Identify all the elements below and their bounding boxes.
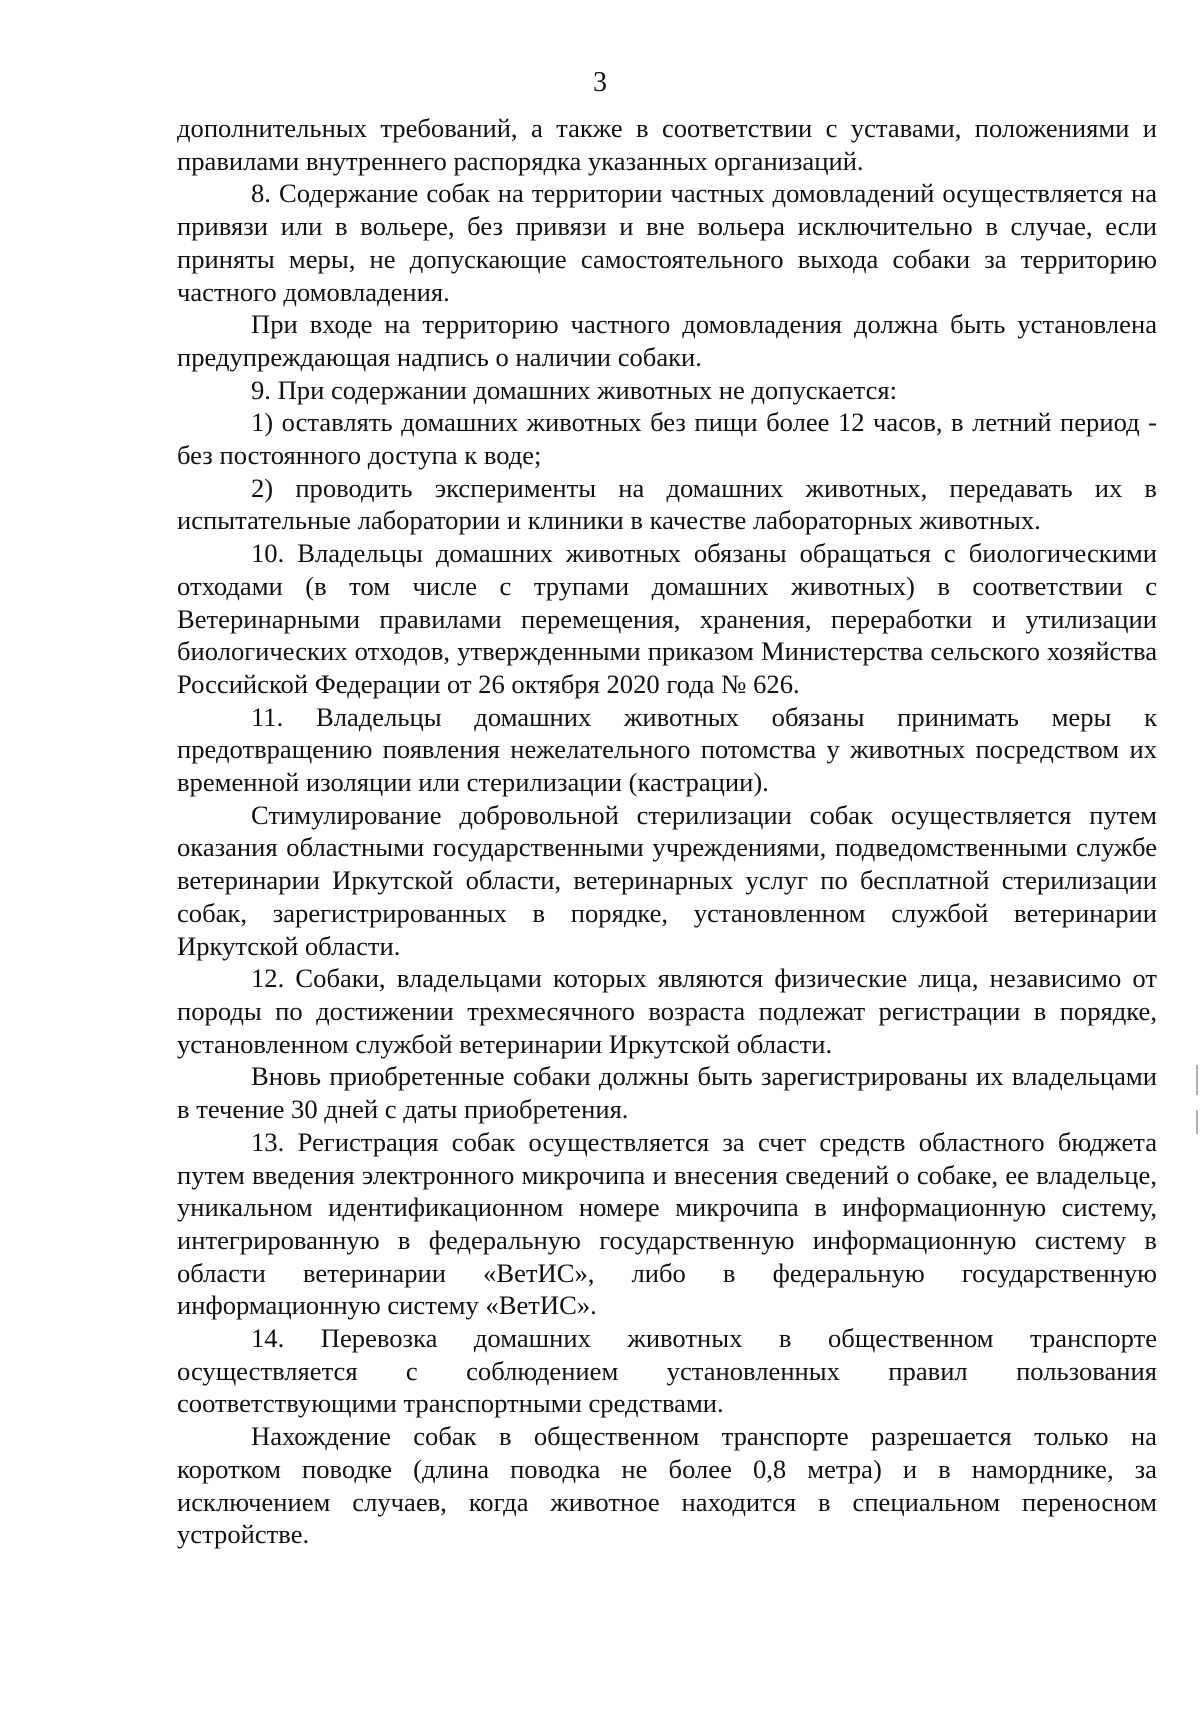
paragraph-warning-sign: При входе на территорию частного домовладения должна быть установлена предупреждающая надпись о наличии собаки. bbox=[177, 309, 1157, 372]
paragraph-item-12: 12. Собаки, владельцами которых являются физические лица, независимо от породы по достижении трехмесячного возраста подлежат регистрации в порядке, установленном службой ветеринарии Иркутской области. bbox=[177, 963, 1157, 1059]
scan-edge-mark bbox=[1196, 1065, 1198, 1095]
paragraph-new-dogs: Вновь приобретенные собаки должны быть зарегистрированы их владельцами в течение 30 дней с даты приобретения. bbox=[177, 1061, 1157, 1125]
paragraph-item-10: 10. Владельцы домашних животных обязаны обращаться с биологическими отходами (в том числе с трупами домашних животных) в соответствии с Ветеринарными правилами перемещения, хранения, переработки и утилизации биологических отходов, утвержденными приказом Министерства сельского хозяйства Российской Федерации от 26 октября 2020 года № 626. bbox=[177, 538, 1157, 699]
paragraph-item-9: 9. При содержании домашних животных не допускается: bbox=[251, 374, 898, 405]
paragraph-item-14: 14. Перевозка домашних животных в общественном транспорте осуществляется с соблюдением установленных правил пользования соответствующими транспортными средствами. bbox=[177, 1323, 1157, 1419]
document-body bbox=[177, 112, 1157, 1551]
paragraph-dogs-in-transport: Нахождение собак в общественном транспорте разрешается только на коротком поводке (длина поводка не более 0,8 метра) и в наморднике, за исключением случаев, когда животное находится в специальном переносном устройстве. bbox=[177, 1421, 1157, 1550]
paragraph-item-9-2: 2) проводить эксперименты на домашних животных, передавать их в испытательные лаборатории и клиники в качестве лабораторных животных. bbox=[177, 472, 1157, 536]
paragraph-item-8: 8. Содержание собак на территории частных домовладений осуществляется на привязи или в вольере, без привязи и вне вольера исключительно в случае, если приняты меры, не допускающие самостоятельного выхода собаки за территорию частного домовладения. bbox=[177, 178, 1157, 307]
paragraph-sterilization: Стимулирование добровольной стерилизации собак осуществляется путем оказания областными государственными учреждениями, подведомственными службе ветеринарии Иркутской области, ветеринарных услуг по бесплатной стерилизации собак, зарегистрированных в порядке, установленном службой ветеринарии Иркутской области. bbox=[177, 799, 1157, 961]
scan-edge-mark bbox=[1196, 1110, 1198, 1134]
paragraph-item-11: 11. Владельцы домашних животных обязаны принимать меры к предотвращению появления нежелательного потомства у животных посредством их временной изоляции или стерилизации (кастрации). bbox=[177, 701, 1157, 798]
page-number: 3 bbox=[593, 67, 607, 98]
paragraph-item-13: 13. Регистрация собак осуществляется за счет средств областного бюджета путем введения электронного микрочипа и внесения сведений о собаке, ее владельце, уникальном идентификационном номере микрочипа в информационную систему, интегрированную в федеральную государственную информационную систему в области ветеринарии «ВетИС», либо в федеральную государственную информационную систему «ВетИС». bbox=[177, 1126, 1157, 1321]
paragraph-item-9-1: 1) оставлять домашних животных без пищи более 12 часов, в летний период - без постоянного доступа к воде; bbox=[177, 407, 1157, 471]
paragraph-continuation: дополнительных требований, а также в соответствии с уставами, положениями и правилами внутреннего распорядка указанных организаций. bbox=[177, 113, 1157, 176]
